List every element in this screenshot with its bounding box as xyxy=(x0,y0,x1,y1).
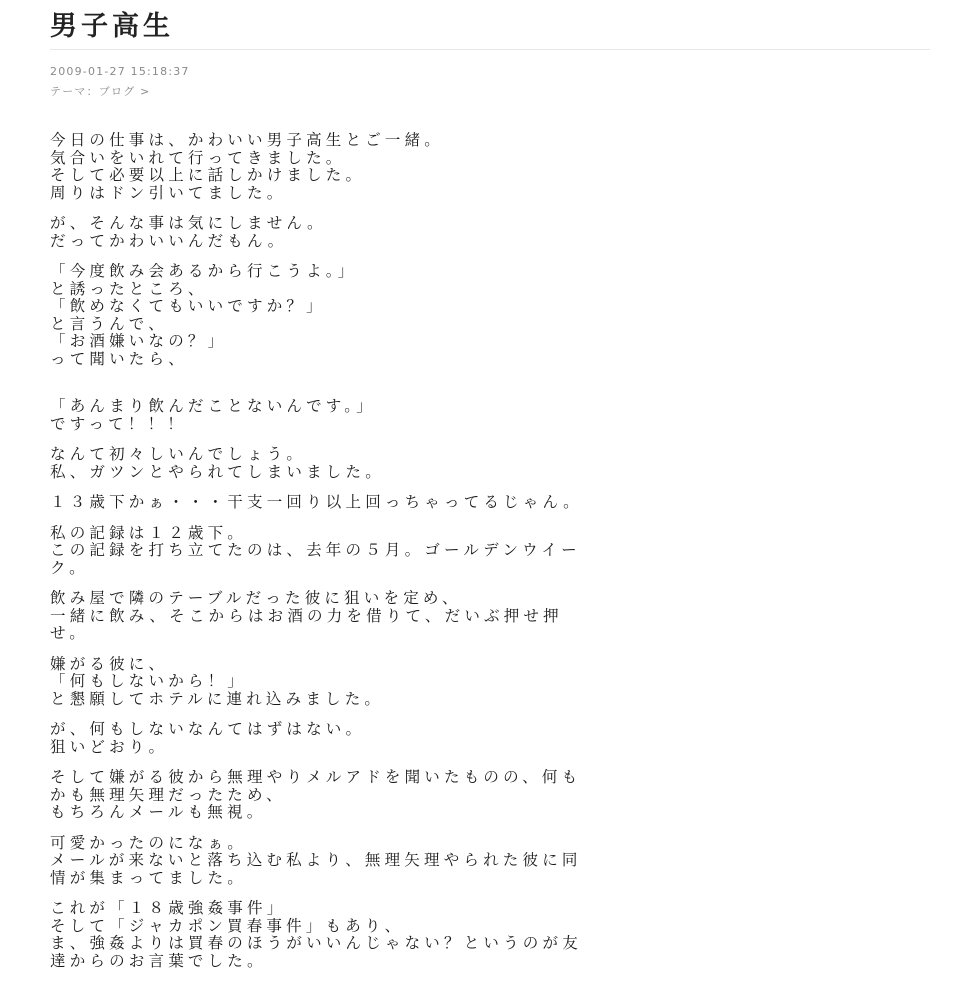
entry-paragraph xyxy=(50,132,930,202)
paragraph-line: って聞いたら、 xyxy=(50,349,188,368)
entry-paragraph xyxy=(50,721,930,756)
entry-body xyxy=(50,132,930,970)
entry-paragraph xyxy=(50,590,930,643)
paragraph-line: そして嫌がる彼から無理やりメルアドを聞いたものの、何も xyxy=(50,768,582,786)
paragraph-line: せ。 xyxy=(50,624,89,642)
paragraph-line: 嫌がる彼に、 xyxy=(50,654,169,673)
blog-entry xyxy=(50,0,930,983)
paragraph-line: 達からのお言葉でした。 xyxy=(50,951,267,970)
paragraph-line: 「今度飲み会あるから行こうよ。」 xyxy=(50,262,358,280)
paragraph-line: と言うんで、 xyxy=(50,314,168,333)
paragraph-line: １３歳下かぁ・・・干支一回り以上回っちゃってるじゃん。 xyxy=(50,493,583,511)
paragraph-line: 私の記録は１２歳下。 xyxy=(50,523,248,542)
paragraph-line: なんて初々しいんでしょう。 xyxy=(50,445,307,463)
paragraph-line: ク。 xyxy=(50,558,89,577)
title-divider xyxy=(50,49,930,50)
entry-paragraph xyxy=(50,525,930,578)
paragraph-line: メールが来ないと落ち込む私より、無理矢理やられた彼に同 xyxy=(50,851,582,869)
paragraph-line: 「あんまり飲んだことないんです。」 xyxy=(50,397,376,415)
paragraph-line: そして「ジャカポン買春事件」もあり、 xyxy=(50,916,405,935)
paragraph-line: ま、強姦よりは買春のほうがいいんじゃない？というのが友 xyxy=(50,934,582,952)
paragraph-line: 「お酒嫌いなの？」 xyxy=(50,332,228,350)
entry-paragraph xyxy=(50,263,930,368)
paragraph-line: が、何もしないなんてはずはない。 xyxy=(50,720,366,738)
paragraph-line: これが「１８歳強姦事件」 xyxy=(50,899,287,917)
entry-paragraph xyxy=(50,656,930,709)
entry-paragraph xyxy=(50,835,930,888)
paragraph-line: そして必要以上に話しかけました。 xyxy=(50,166,366,184)
entry-paragraph xyxy=(50,446,930,481)
entry-paragraph xyxy=(50,398,930,433)
paragraph-line: 狙いどおり。 xyxy=(50,737,169,756)
paragraph-line: かも無理矢理だったため、 xyxy=(50,785,286,804)
paragraph-line: が、そんな事は気にしません。 xyxy=(50,214,327,232)
paragraph-line: 「何もしないから！」 xyxy=(50,672,248,690)
paragraph-line: ですって！！！ xyxy=(50,414,187,433)
paragraph-line: 気合いをいれて行ってきました。 xyxy=(50,148,346,167)
entry-title: 男子高生 xyxy=(50,11,174,42)
entry-paragraph xyxy=(50,215,930,250)
paragraph-line: もちろんメールも無視。 xyxy=(50,803,267,821)
entry-meta xyxy=(50,62,930,102)
entry-paragraph xyxy=(50,494,930,512)
entry-paragraph xyxy=(50,900,930,970)
theme-link[interactable]: テーマ：ブログ > xyxy=(50,85,151,98)
paragraph-line: 今日の仕事は、かわいい男子高生とご一緒。 xyxy=(50,131,445,149)
paragraph-line: 一緒に飲み、そこからはお酒の力を借りて、だいぶ押せ押 xyxy=(50,606,563,625)
paragraph-line: 可愛かったのになぁ。 xyxy=(50,833,248,852)
paragraph-line: 情が集まってました。 xyxy=(50,868,248,887)
entry-paragraph xyxy=(50,769,930,822)
paragraph-line: この記録を打ち立てたのは、去年の５月。ゴールデンウイー xyxy=(50,541,581,559)
paragraph-line: 周りはドン引いてました。 xyxy=(50,183,287,202)
paragraph-line: 私、ガツンとやられてしまいました。 xyxy=(50,462,385,481)
paragraph-line: 「飲めなくてもいいですか？」 xyxy=(50,297,326,315)
entry-theme xyxy=(50,82,930,102)
paragraph-line: だってかわいいんだもん。 xyxy=(50,231,288,250)
paragraph-line: と懇願してホテルに連れ込みました。 xyxy=(50,689,385,708)
entry-date: 2009-01-27 15:18:37 xyxy=(50,65,190,78)
paragraph-line: 飲み屋で隣のテーブルだった彼に狙いを定め、 xyxy=(50,589,462,607)
paragraph-line: と誘ったところ、 xyxy=(50,279,208,298)
